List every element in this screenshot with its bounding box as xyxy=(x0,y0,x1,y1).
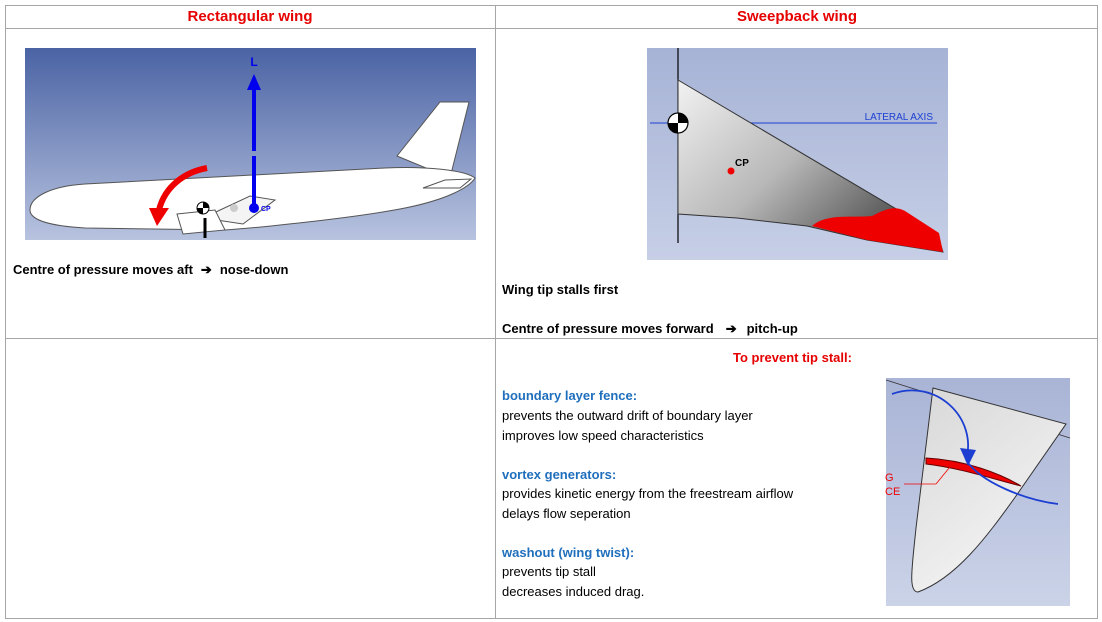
wing-fence-illustration xyxy=(886,378,1070,606)
fence-heading: boundary layer fence: xyxy=(502,388,638,403)
arrow-icon: ➔ xyxy=(200,262,212,277)
arrow-icon: ➔ xyxy=(725,321,737,336)
header-rectangular-wing: Rectangular wing xyxy=(187,8,313,25)
sweep-line-2 xyxy=(502,320,798,338)
rect-caption-result: nose-down xyxy=(219,262,289,277)
header-sweepback-wing: Sweepback wing xyxy=(736,8,858,25)
vortex-heading: vortex generators: xyxy=(502,467,617,482)
header-row-divider xyxy=(5,28,1098,29)
fence-line-2: improves low speed characteristics xyxy=(502,428,704,443)
rect-caption-text: Centre of pressure moves aft xyxy=(13,262,193,277)
lift-label: L xyxy=(250,55,258,69)
prevent-title: To prevent tip stall: xyxy=(733,350,852,365)
sweep-caption-result: pitch-up xyxy=(746,321,798,336)
cp-label-sweep: CP xyxy=(735,158,749,169)
fence-label-fragment-2: CE xyxy=(885,486,901,498)
fence-line-1: prevents the outward drift of boundary layer xyxy=(502,408,753,423)
sweep-caption-text: Centre of pressure moves forward xyxy=(502,321,714,336)
cp-label-rect: CP xyxy=(261,206,271,213)
vortex-line-1: provides kinetic energy from the freestream airflow xyxy=(502,486,794,501)
fence-label-fragment-1: G xyxy=(885,472,894,484)
sweep-line-1: Wing tip stalls first xyxy=(502,282,619,297)
sweepback-wing-diagram xyxy=(647,48,948,260)
vortex-line-2: delays flow seperation xyxy=(502,506,631,521)
washout-line-1: prevents tip stall xyxy=(502,564,596,579)
rectangular-wing-diagram xyxy=(25,48,476,240)
washout-heading: washout (wing twist): xyxy=(502,545,635,560)
lateral-axis-label: LATERAL AXIS xyxy=(864,112,933,123)
row-divider xyxy=(5,338,1098,339)
washout-line-2: decreases induced drag. xyxy=(502,584,645,599)
column-divider xyxy=(495,5,496,619)
rect-caption xyxy=(13,261,288,279)
